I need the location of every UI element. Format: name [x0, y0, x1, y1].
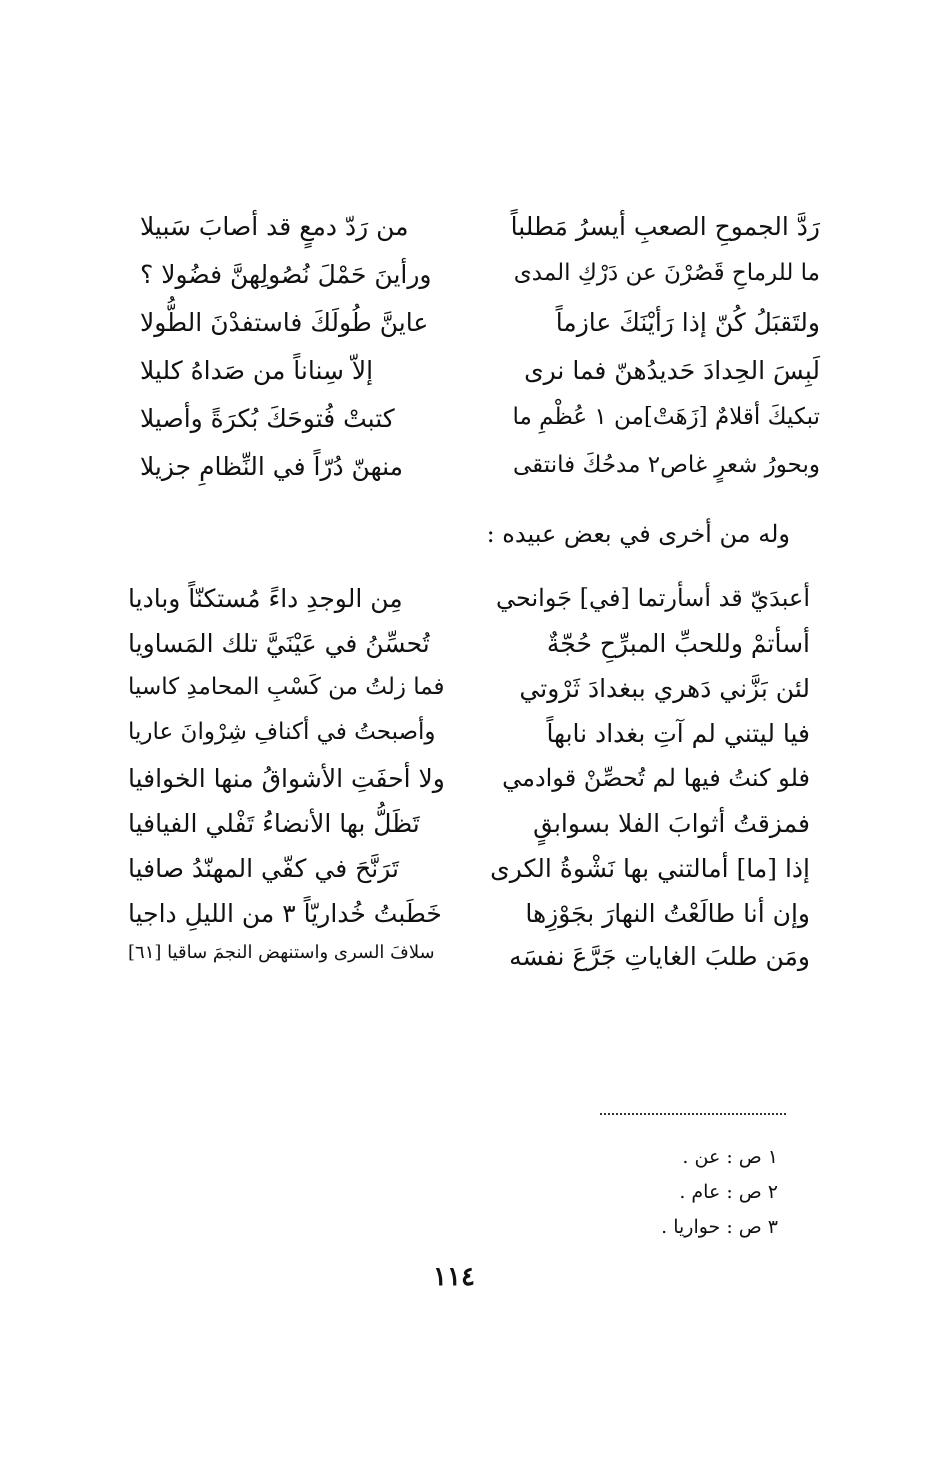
- verse-8-first-hemistich: وإن أنا طالَعْتُ النهارَ بجَوْزِها: [525, 899, 810, 928]
- verse-2-second-hemistich: ورأينَ حَمْلَ نُصُولِهنَّ فضُولا ؟: [140, 260, 432, 289]
- footnote-1: ١ ص : عن .: [682, 1146, 778, 1168]
- verse-6-second-hemistich: تَظَلُّ بها الأنضاءُ تَفْلي الفيافيا: [128, 809, 420, 838]
- poem-introduction: وله من أخرى في بعض عبيده :: [486, 520, 790, 548]
- footnote-2: ٢ ص : عام .: [679, 1181, 778, 1203]
- verse-9-second-hemistich: سلافَ السرى واستنهض النجمَ ساقيا [٦١]: [128, 942, 435, 963]
- verse-7-second-hemistich: تَرَنَّحَ في كفّي المهنّدُ صافيا: [128, 854, 399, 883]
- verse-5-second-hemistich: كتبتْ فُتوحَكَ بُكرَةً وأصيلا: [140, 404, 395, 433]
- verse-3-second-hemistich: عاينَّ طُولَكَ فاستفدْنَ الطُّولا: [140, 308, 429, 337]
- verse-6-first-hemistich: وبحورُ شعرٍ غاص٢ مدحُكَ فانتقى: [513, 452, 820, 478]
- verse-5-first-hemistich: تبكيكَ أقلامٌ [زَهَتْ]من ١ عُظْمِ ما: [512, 404, 820, 430]
- verse-1-first-hemistich: رَدَّ الجموحِ الصعبِ أيسرُ مَطلباً: [510, 212, 820, 241]
- verse-6-second-hemistich: منهنّ دُرّاً في النِّظامِ جزيلا: [140, 452, 404, 481]
- verse-4-first-hemistich: لَبِسَ الحِدادَ حَديدُهنّ فما نرى: [524, 356, 820, 385]
- verse-3-second-hemistich: فما زلتُ من كَسْبِ المحامدِ كاسيا: [128, 674, 445, 700]
- verse-4-second-hemistich: إلاّ سِناناً من صَداهُ كليلا: [140, 356, 374, 385]
- verse-2-second-hemistich: تُحسِّنُ في عَيْنَيَّ تلك المَساويا: [128, 629, 430, 658]
- poem-first: [140, 214, 820, 484]
- verse-5-first-hemistich: فلو كنتُ فيها لم تُحصِّنْ قوادمي: [502, 764, 810, 792]
- verse-7-first-hemistich: إذا [ما] أمالتني بها نَشْوةُ الكرى: [490, 854, 810, 883]
- verse-8-second-hemistich: خَطَبتُ خُداريّاً ٣ من الليلِ داجيا: [128, 899, 442, 928]
- verse-1-first-hemistich: أعبدَيّ قد أسأرتما [في] جَوانحي: [495, 584, 810, 612]
- verse-1-second-hemistich: مِن الوجدِ داءً مُستكنّاً وباديا: [128, 584, 403, 613]
- footnote-3: ٣ ص : حواريا .: [661, 1216, 778, 1238]
- footnote-separator: [600, 1113, 786, 1115]
- verse-1-second-hemistich: من رَدّ دمعٍ قد أصابَ سَبيلا: [140, 212, 409, 241]
- verse-4-first-hemistich: فيا ليتني لم آتِ بغداد نابهاً: [546, 719, 810, 748]
- verse-6-first-hemistich: فمزقتُ أثوابَ الفلا بسوابقٍ: [533, 809, 810, 838]
- page-number: ١١٤: [433, 1262, 475, 1292]
- poem-second: [128, 584, 810, 971]
- verse-2-first-hemistich: أسأتمْ وللحبِّ المبرِّحِ حُجّةٌ: [546, 629, 810, 658]
- verse-5-second-hemistich: ولا أحفَتِ الأشواقُ منها الخوافيا: [128, 764, 445, 793]
- verse-3-first-hemistich: ولتَقبَلُ كُنّ إذا رَأيْنَكَ عازماً: [555, 308, 820, 337]
- verse-9-first-hemistich: ومَن طلبَ الغاياتِ جَرَّعَ نفسَه: [509, 942, 810, 971]
- verse-3-first-hemistich: لئن بَزَّني دَهري ببغدادَ ثَرْوتي: [519, 674, 810, 703]
- verse-4-second-hemistich: وأصبحتُ في أكنافِ شِرْوانَ عاريا: [128, 719, 436, 745]
- verse-2-first-hemistich: ما للرماحِ قَصُرْنَ عن دَرْكِ المدى: [513, 260, 820, 286]
